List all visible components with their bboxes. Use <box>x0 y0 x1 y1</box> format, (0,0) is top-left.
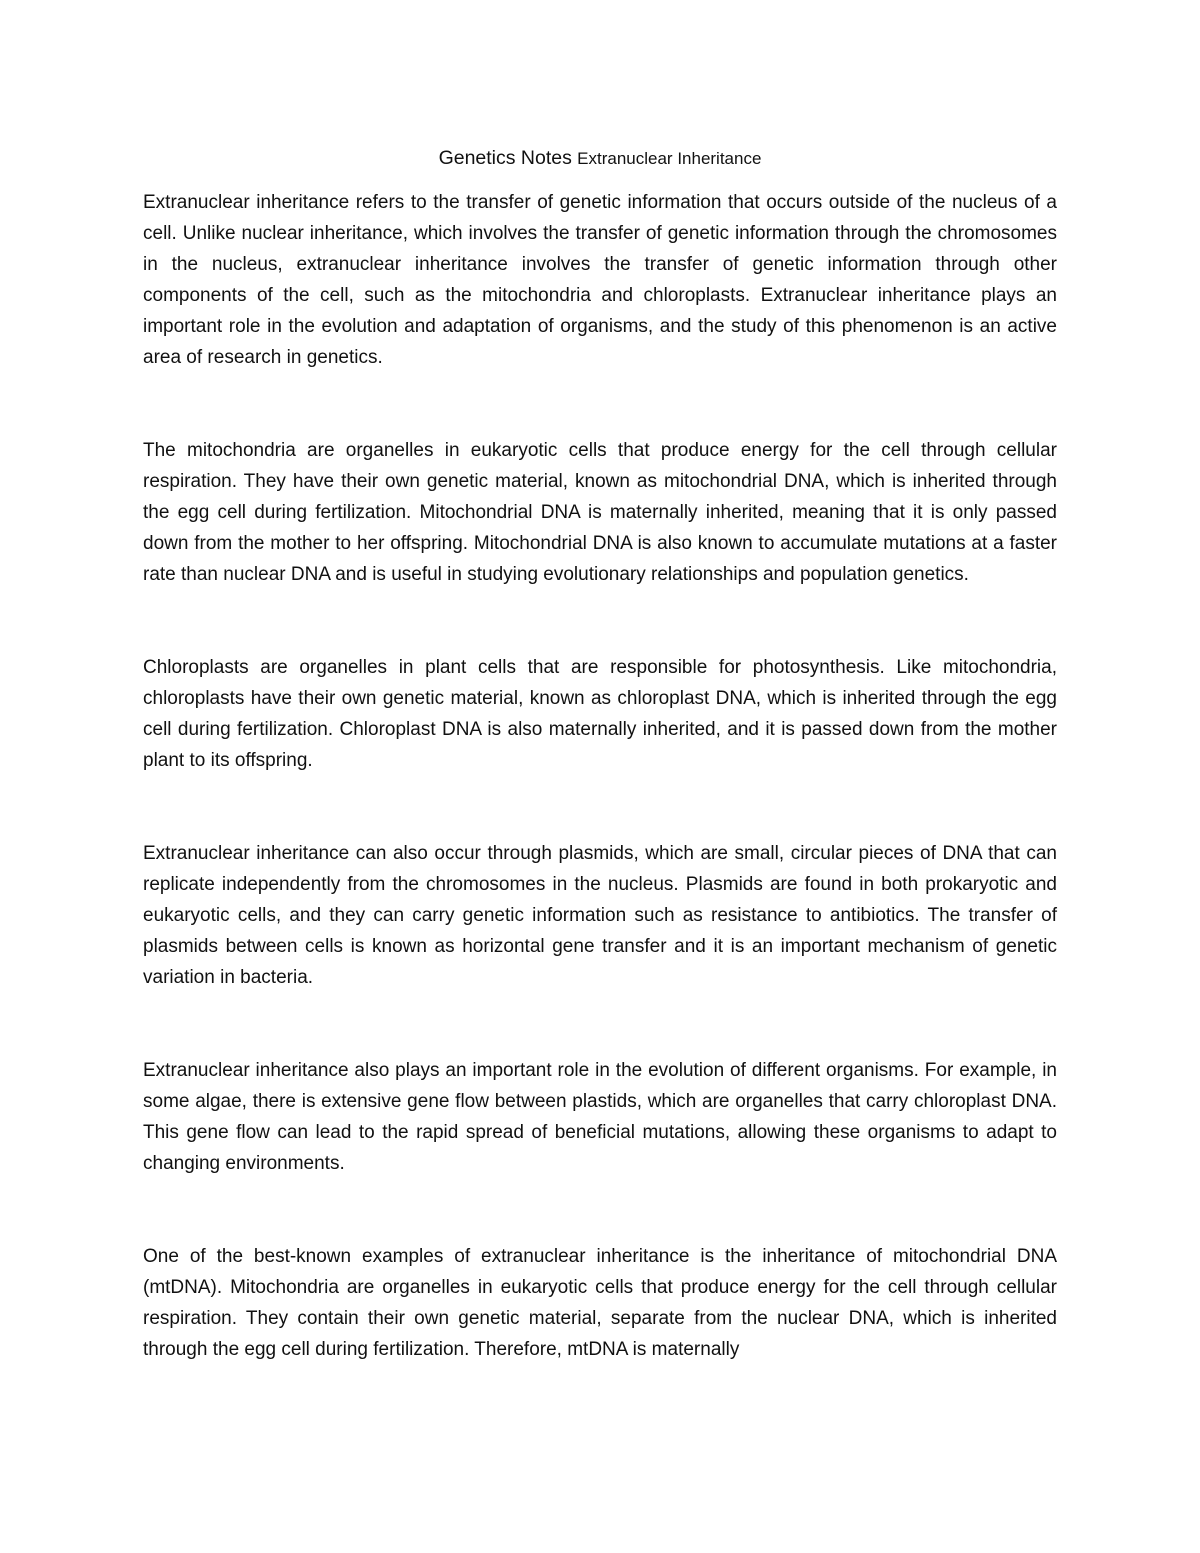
paragraph-extranuclear-intro: Extranuclear inheritance refers to the transfer of genetic information that occurs outside of the nucleus of a cell. Unlike nuclear inheritance, which involves the transfer of genetic information through the chromosomes in the nucleus, extranuclear inheritance involves the transfer of genetic information through other components of the cell, such as the mitochondria and chloroplasts. Extranuclear inheritance plays an important role in the evolution and adaptation of organisms, and the study of this phenomenon is an active area of research in genetics. <box>143 192 1057 368</box>
paragraph-mitochondria: The mitochondria are organelles in eukaryotic cells that produce energy for the cell through cellular respiration. They have their own genetic material, known as mitochondrial DNA, which is inherited through the egg cell during fertilization. Mitochondrial DNA is maternally inherited, meaning that it is only passed down from the mother to her offspring. Mitochondrial DNA is also known to accumulate mutations at a faster rate than nuclear DNA and is useful in studying evolutionary relationships and population genetics. <box>143 440 1057 585</box>
paragraph-mtdna: One of the best-known examples of extranuclear inheritance is the inheritance of mitochondrial DNA (mtDNA). Mitochondria are organelles in eukaryotic cells that produce energy for the cell through cellular respiration. They contain their own genetic material, separate from the nuclear DNA, which is inherited through the egg cell during fertilization. Therefore, mtDNA is maternally <box>143 1246 1057 1360</box>
document-body <box>143 187 1057 1427</box>
paragraph-evolution: Extranuclear inheritance also plays an important role in the evolution of different organisms. For example, in some algae, there is extensive gene flow between plastids, which are organelles that carry chloroplast DNA. This gene flow can lead to the rapid spread of beneficial mutations, allowing these organisms to adapt to changing environments. <box>143 1060 1057 1174</box>
paragraph-plasmids: Extranuclear inheritance can also occur through plasmids, which are small, circular pieces of DNA that can replicate independently from the chromosomes in the nucleus. Plasmids are found in both prokaryotic and eukaryotic cells, and they can carry genetic information such as resistance to antibiotics. The transfer of plasmids between cells is known as horizontal gene transfer and it is an important mechanism of genetic variation in bacteria. <box>143 843 1057 988</box>
title-text: Genetics Notes <box>438 147 572 169</box>
subtitle-text: Extranuclear Inheritance <box>577 149 762 168</box>
paragraph-chloroplasts: Chloroplasts are organelles in plant cells that are responsible for photosynthesis. Like mitochondria, chloroplasts have their own genetic material, known as chloroplast DNA, which is inherited through the egg cell during fertilization. Chloroplast DNA is also maternally inherited, and it is passed down from the mother plant to its offspring. <box>143 657 1057 771</box>
document-title <box>0 145 1200 172</box>
